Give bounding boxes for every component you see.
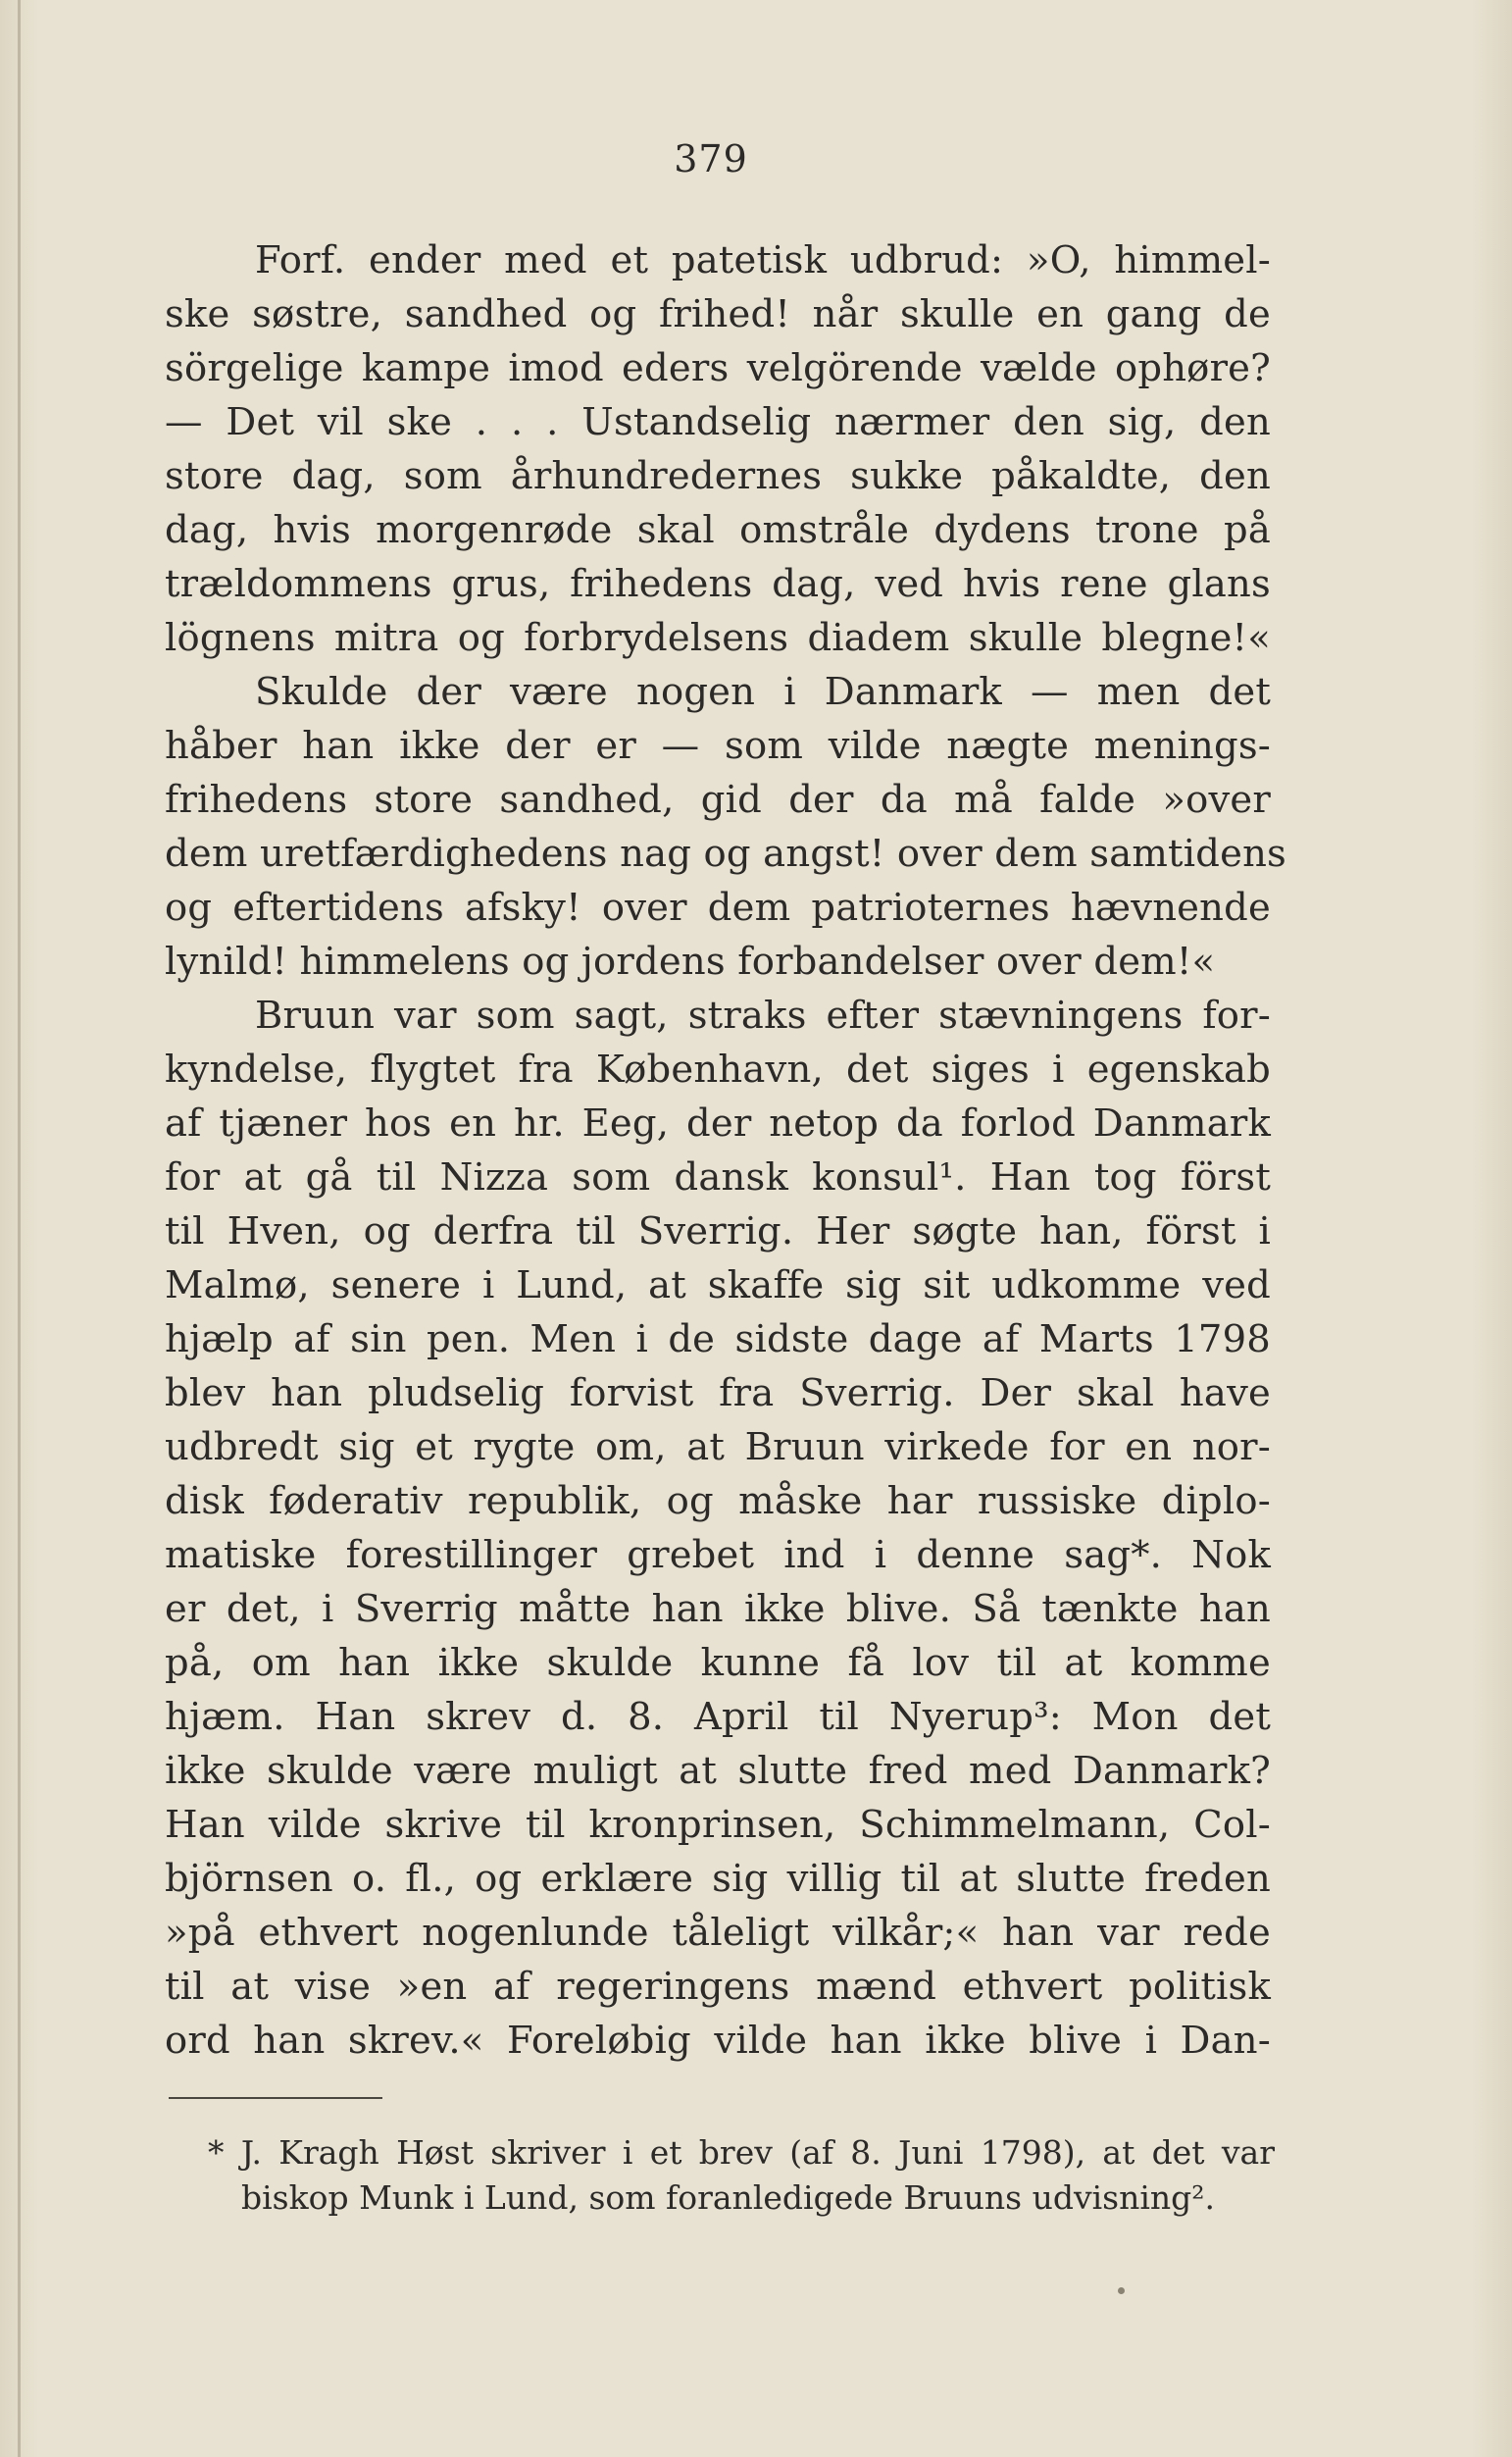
text-line: ord han skrev.« Foreløbig vilde han ikke blive i Dan- xyxy=(165,2019,1271,2063)
footnote xyxy=(208,2130,1275,2221)
text-line: er det, i Sverrig måtte han ikke blive. Så tænkte han xyxy=(165,1587,1271,1631)
text-line: Malmø, senere i Lund, at skaffe sig sit udkomme ved xyxy=(165,1263,1271,1307)
text-line: hjæm. Han skrev d. 8. April til Nyerup³: Mon det xyxy=(165,1695,1271,1739)
text-line: lynild! himmelens og jordens forbandelser over dem!« xyxy=(165,940,1216,984)
text-line: dem uretfærdighedens nag og angst! over dem samtidens xyxy=(165,832,1287,876)
text-line: Bruun var som sagt, straks efter stævningens for- xyxy=(255,994,1271,1038)
text-line: til Hven, og derfra til Sverrig. Her søgte han, först i xyxy=(165,1209,1271,1254)
text-line: på, om han ikke skulde kunne få lov til at komme xyxy=(165,1641,1271,1685)
text-line: hjælp af sin pen. Men i de sidste dage af Marts 1798 xyxy=(165,1317,1271,1361)
footnote-line: * J. Kragh Høst skriver i et brev (af 8. Juni 1798), at det var xyxy=(208,2133,1275,2172)
text-line: frihedens store sandhed, gid der da må falde »over xyxy=(165,778,1271,822)
text-line: Forf. ender med et patetisk udbrud: »O, himmel- xyxy=(255,238,1271,282)
text-line: til at vise »en af regeringens mænd ethvert politisk xyxy=(165,1965,1271,2009)
text-line: dag, hvis morgenrøde skal omstråle dydens trone på xyxy=(165,508,1271,552)
text-line: Skulde der være nogen i Danmark — men det xyxy=(255,670,1271,714)
text-line: sörgelige kampe imod eders velgörende vælde ophøre? xyxy=(165,346,1271,390)
body-text xyxy=(165,233,1287,2068)
text-line: ske søstre, sandhed og frihed! når skulle en gang de xyxy=(165,292,1271,336)
text-line: trældommens grus, frihedens dag, ved hvis rene glans xyxy=(165,562,1271,606)
text-line: »på ethvert nogenlunde tåleligt vilkår;« han var rede xyxy=(165,1911,1271,1955)
text-line: håber han ikke der er — som vilde nægte menings- xyxy=(165,724,1271,768)
text-line: kyndelse, flygtet fra København, det siges i egenskab xyxy=(165,1048,1271,1092)
page-edge-shadow xyxy=(18,0,21,2457)
text-line: disk føderativ republik, og måske har russiske diplo- xyxy=(165,1479,1271,1523)
text-line: og eftertidens afsky! over dem patrioternes hævnende xyxy=(165,886,1271,930)
text-line: lögnens mitra og forbrydelsens diadem skulle blegne!« xyxy=(165,616,1271,660)
text-line: udbredt sig et rygte om, at Bruun virkede for en nor- xyxy=(165,1425,1271,1469)
text-line: matiske forestillinger grebet ind i denne sag*. Nok xyxy=(165,1533,1271,1577)
text-line: af tjæner hos en hr. Eeg, der netop da forlod Danmark xyxy=(165,1101,1271,1146)
text-line: björnsen o. fl., og erklære sig villig til at slutte freden xyxy=(165,1857,1271,1901)
text-line: — Det vil ske . . . Ustandselig nærmer den sig, den xyxy=(165,400,1271,444)
footnote-separator xyxy=(169,2097,382,2099)
text-line: blev han pludselig forvist fra Sverrig. Der skal have xyxy=(165,1371,1271,1415)
page-number: 379 xyxy=(674,137,748,180)
text-line: for at gå til Nizza som dansk konsul¹. Han tog först xyxy=(165,1155,1271,1200)
paper-speck xyxy=(1118,2287,1125,2294)
text-line: store dag, som århundredernes sukke påkaldte, den xyxy=(165,454,1271,498)
text-line: ikke skulde være muligt at slutte fred med Danmark? xyxy=(165,1749,1271,1793)
footnote-line: biskop Munk i Lund, som foranledigede Bruuns udvisning². xyxy=(241,2178,1215,2217)
text-line: Han vilde skrive til kronprinsen, Schimmelmann, Col- xyxy=(165,1803,1271,1847)
